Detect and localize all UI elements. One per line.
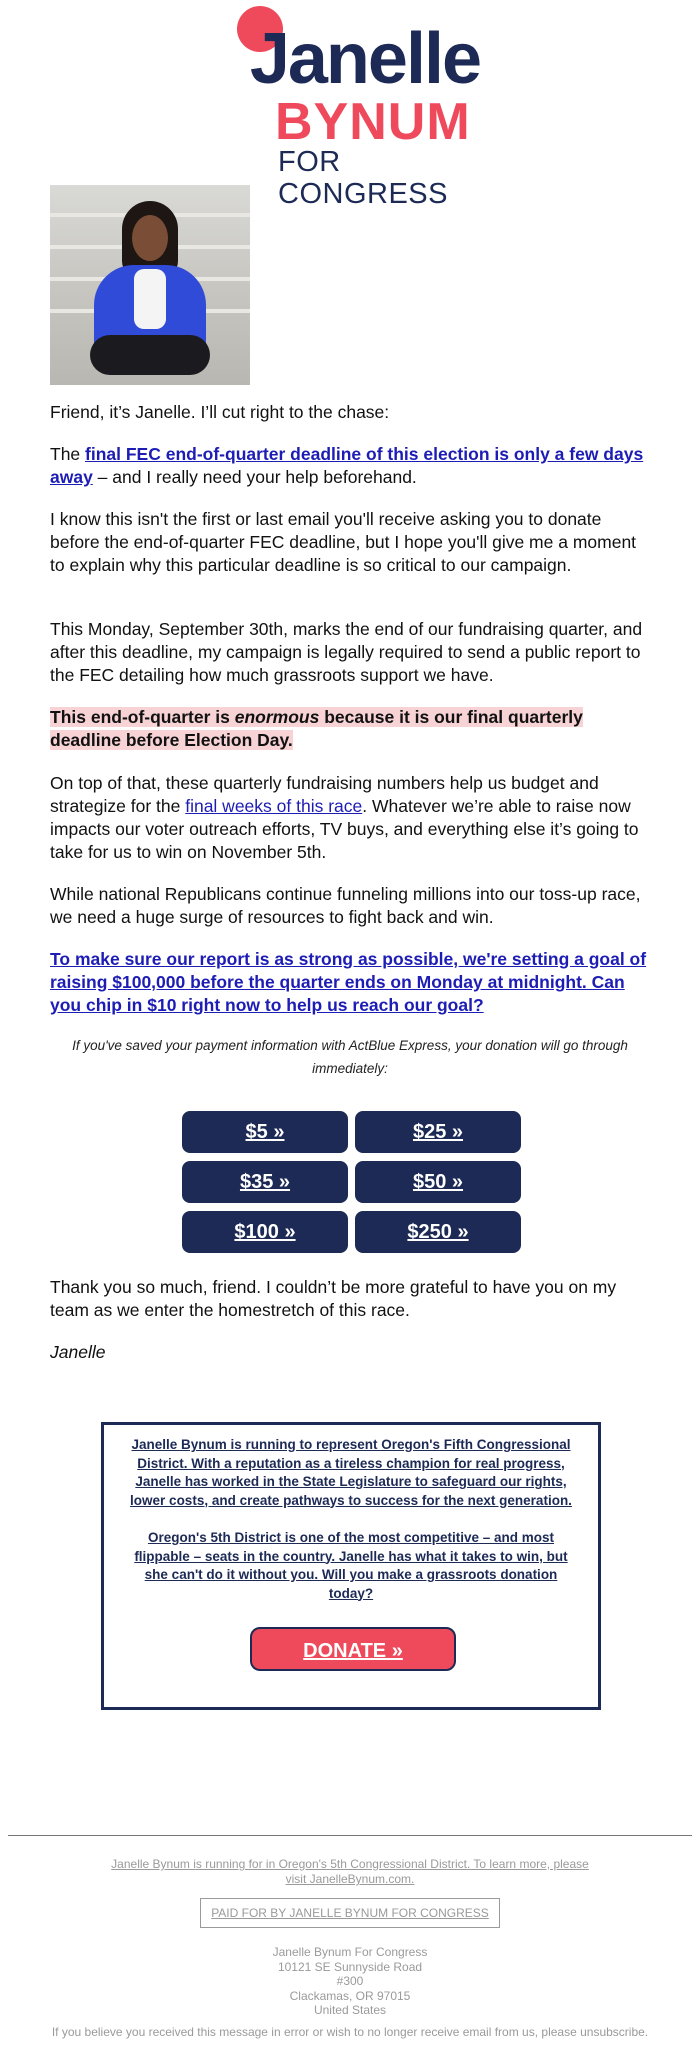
donate-button[interactable]: DONATE » bbox=[250, 1627, 456, 1671]
donate-50-button[interactable]: $50 » bbox=[355, 1161, 521, 1203]
address-line-5: United States bbox=[313, 2003, 387, 2017]
donate-25-button[interactable]: $25 » bbox=[355, 1111, 521, 1153]
greeting: Friend, it’s Janelle. I’ll cut right to the chase: bbox=[50, 402, 390, 422]
closing-paragraph: Thank you so much, friend. I couldn’t be more grateful to have you on my team as we enter the homestretch of this race. bbox=[50, 1277, 617, 1320]
logo-subtitle: FOR CONGRESS bbox=[278, 146, 448, 210]
logo-first-name: Janelle bbox=[249, 19, 480, 99]
paragraph-monday: This Monday, September 30th, marks the end of our fundraising quarter, and after this deadline, my campaign is legally required to send a public report to the FEC detailing how much grassroots support we have. bbox=[50, 619, 643, 685]
about-paragraph-1[interactable]: Janelle Bynum is running to represent Oregon's Fifth Congressional District. With a reputation as a tireless champion for real progress, Janelle has worked in the State Legislature to safeguard our rights, lower costs, and create pathways to success for the next generation. bbox=[130, 1437, 572, 1508]
deadline-link[interactable]: final FEC end-of-quarter deadline of this election is only a few days away bbox=[50, 444, 644, 487]
address-line-2: 10121 SE Sunnyside Road bbox=[277, 1959, 423, 1974]
paragraph-republicans: While national Republicans continue funneling millions into our toss-up race, we need a huge surge of resources to fight back and win. bbox=[50, 884, 641, 927]
paragraph-explain: I know this isn't the first or last email you'll receive asking you to donate before the end-of-quarter FEC deadline, but I hope you'll give me a moment to explain why this particular deadline is so critical to our campaign. bbox=[50, 509, 637, 575]
campaign-logo bbox=[220, 6, 480, 210]
paragraph-enormous bbox=[50, 706, 650, 752]
final-weeks-link[interactable]: final weeks of this race bbox=[185, 796, 363, 816]
signature: Janelle bbox=[50, 1342, 106, 1362]
candidate-photo bbox=[50, 185, 250, 385]
about-paragraph-2[interactable]: Oregon's 5th District is one of the most competitive – and most flippable – seats in the country. Janelle has what it takes to win, but she can't do it without you. Will you make a grassroots donation today? bbox=[134, 1530, 568, 1601]
unsubscribe-notice[interactable]: If you believe you received this message in error or wish to no longer receive email from us, please unsubscribe. bbox=[51, 2025, 649, 2039]
donate-100-button[interactable]: $100 » bbox=[182, 1211, 348, 1253]
goal-donate-link[interactable]: To make sure our report is as strong as possible, we're setting a goal of raising $100,000 before the quarter ends on Monday at midnight. Can you chip in $10 right now to help us reach our goal? bbox=[50, 949, 647, 1015]
footer-info-link[interactable]: Janelle Bynum is running for in Oregon's 5th Congressional District. To learn more, please visit JanelleBynum.com. bbox=[111, 1857, 589, 1886]
paragraph-deadline: The final FEC end-of-quarter deadline of this election is only a few days away – and I really need your help beforehand. bbox=[50, 444, 644, 487]
paragraph-goal bbox=[50, 948, 650, 1017]
donate-5-button[interactable]: $5 » bbox=[182, 1111, 348, 1153]
highlighted-statement: This end-of-quarter is enormous because it is our final quarterly deadline before Election Day. bbox=[50, 707, 583, 750]
actblue-note: If you've saved your payment information with ActBlue Express, your donation will go through immediately: bbox=[72, 1038, 628, 1076]
footer-divider bbox=[8, 1835, 692, 1836]
address-line-4: Clackamas, OR 97015 bbox=[289, 1988, 411, 2003]
address-line-1: Janelle Bynum For Congress bbox=[272, 1945, 428, 1959]
about-box bbox=[101, 1422, 601, 1710]
paid-for-disclaimer[interactable]: PAID FOR BY JANELLE BYNUM FOR CONGRESS bbox=[200, 1898, 500, 1928]
donate-35-button[interactable]: $35 » bbox=[182, 1161, 348, 1203]
paragraph-budget: On top of that, these quarterly fundraising numbers help us budget and strategize for the final weeks of this race. Whatever we’re able to raise now impacts our voter outreach efforts, TV buys, and everything else it’s going to take for us to win on November 5th. bbox=[50, 773, 639, 862]
logo-last-name: BYNUM bbox=[275, 93, 471, 151]
address-line-3: #300 bbox=[336, 1974, 364, 1988]
donate-250-button[interactable]: $250 » bbox=[355, 1211, 521, 1253]
